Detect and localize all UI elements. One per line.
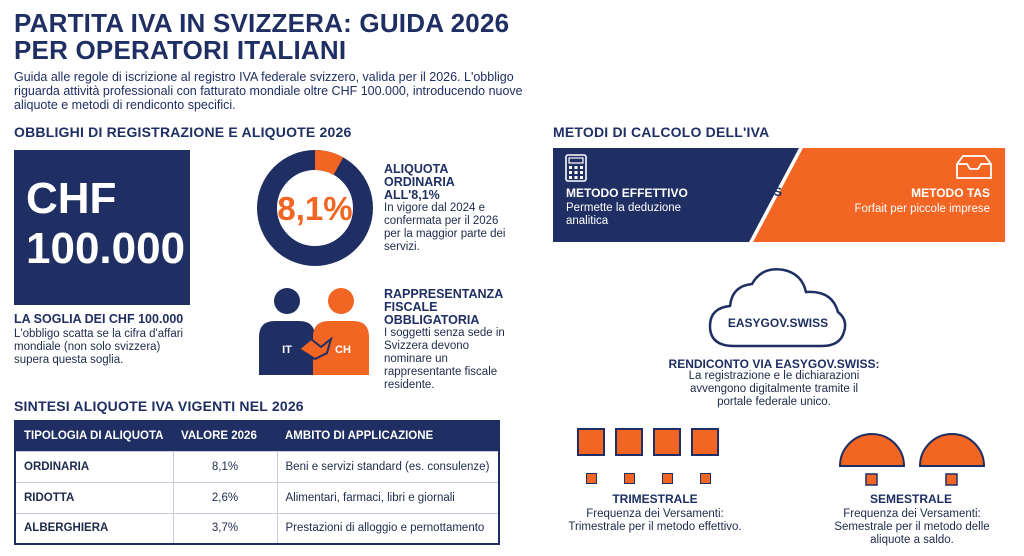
col-valore: VALORE 2026	[173, 421, 277, 451]
quarter-marker	[624, 473, 635, 484]
table-row	[15, 482, 499, 513]
rendiconto-title: RENDICONTO VIA EASYGOV.SWISS:	[668, 357, 880, 371]
threshold-currency: CHF	[26, 174, 117, 223]
trimestrale-text: Frequenza dei Versamenti: Trimestrale per il metodo effettivo.	[568, 508, 742, 533]
quarter-marker	[586, 473, 597, 484]
quarter-square	[615, 428, 643, 456]
row-valore: 2,6%	[173, 482, 277, 513]
page-title	[14, 10, 534, 64]
vat-rate-donut	[255, 148, 375, 268]
table-row	[15, 451, 499, 482]
obblighi-heading: OBBLIGHI DI REGISTRAZIONE E ALIQUOTE 2026	[14, 124, 352, 140]
vs-label: VS	[766, 185, 783, 199]
row-valore: 3,7%	[173, 513, 277, 544]
row-ambito: Beni e servizi standard (es. consulenze)	[277, 451, 499, 482]
aliquota-text: In vigore dal 2024 e confermata per il 2026 per la maggior parte dei servizi.	[384, 202, 506, 253]
quarter-marker	[662, 473, 673, 484]
table-row	[15, 513, 499, 544]
rates-table-header	[15, 421, 499, 451]
threshold-box	[14, 150, 190, 305]
row-tipologia: RIDOTTA	[15, 482, 173, 513]
effettivo-title: METODO EFFETTIVO	[566, 186, 688, 200]
quarter-square	[577, 428, 605, 456]
row-tipologia: ALBERGHIERA	[15, 513, 173, 544]
person-it-icon	[259, 288, 315, 375]
intro-text: Guida alle regole di iscrizione al registro IVA federale svizzero, valida per il 2026. L'obbligo riguarda attività professionali con fatturato mondiale oltre CHF 100.000, introducendo nuove aliquote e metodi di rendiconto specifici.	[14, 70, 523, 112]
rates-table	[14, 420, 500, 545]
person-ch-icon	[313, 288, 369, 375]
semestrale-title: SEMESTRALE	[869, 492, 952, 506]
title-line-2: PER OPERATORI ITALIANI	[14, 35, 347, 65]
donut-value: 8,1%	[277, 190, 353, 227]
col-tipologia: TIPOLOGIA DI ALIQUOTA	[15, 421, 173, 451]
quarter-marker	[700, 473, 711, 484]
effettivo-text: Permette la deduzione analitica	[566, 202, 682, 227]
person-it-label: IT	[282, 344, 292, 356]
rappresentanza-title: RAPPRESENTANZA FISCALE OBBLIGATORIA	[384, 287, 503, 327]
cloud-label: EASYGOV.SWISS	[727, 316, 829, 330]
row-ambito: Alimentari, farmaci, libri e giornali	[277, 482, 499, 513]
semestrale-text: Frequenza dei Versamenti: Semestrale per il metodo delle aliquote a saldo.	[834, 508, 990, 546]
cloud-icon	[702, 262, 852, 352]
soglia-title: LA SOGLIA DEI CHF 100.000	[14, 312, 184, 326]
quarter-square	[691, 428, 719, 456]
aliquota-title: ALIQUOTA ORDINARIA ALL'8,1%	[384, 162, 455, 202]
row-tipologia: ORDINARIA	[15, 451, 173, 482]
row-valore: 8,1%	[173, 451, 277, 482]
soglia-text: L'obbligo scatta se la cifra d'affari mondiale (non solo svizzera) supera questa soglia.	[14, 328, 184, 366]
semester-domes-icon	[838, 432, 988, 488]
rendiconto-text: La registrazione e le dichiarazioni avvengono digitalmente tramite il portale federale unico.	[688, 370, 860, 408]
tas-title: METODO TAS	[911, 186, 990, 200]
rappresentanza-text: I soggetti senza sede in Svizzera devono nominare un rappresentante fiscale residente.	[384, 327, 505, 391]
quarter-squares-icon	[577, 428, 727, 488]
representation-illustration	[255, 287, 377, 377]
tas-text: Forfait per piccole imprese	[854, 203, 990, 215]
title-line-1: PARTITA IVA IN SVIZZERA: GUIDA 2026	[14, 8, 510, 38]
metodi-heading: METODI DI CALCOLO DELL'IVA	[553, 124, 770, 140]
donut-arc-rate	[315, 160, 338, 166]
quarter-square	[653, 428, 681, 456]
row-ambito: Prestazioni di alloggio e pernottamento	[277, 513, 499, 544]
person-ch-label: CH	[335, 344, 351, 356]
sintesi-heading: SINTESI ALIQUOTE IVA VIGENTI NEL 2026	[14, 398, 304, 414]
threshold-amount: 100.000	[26, 224, 186, 273]
trimestrale-title: TRIMESTRALE	[612, 492, 698, 506]
col-ambito: AMBITO DI APPLICAZIONE	[277, 421, 499, 451]
